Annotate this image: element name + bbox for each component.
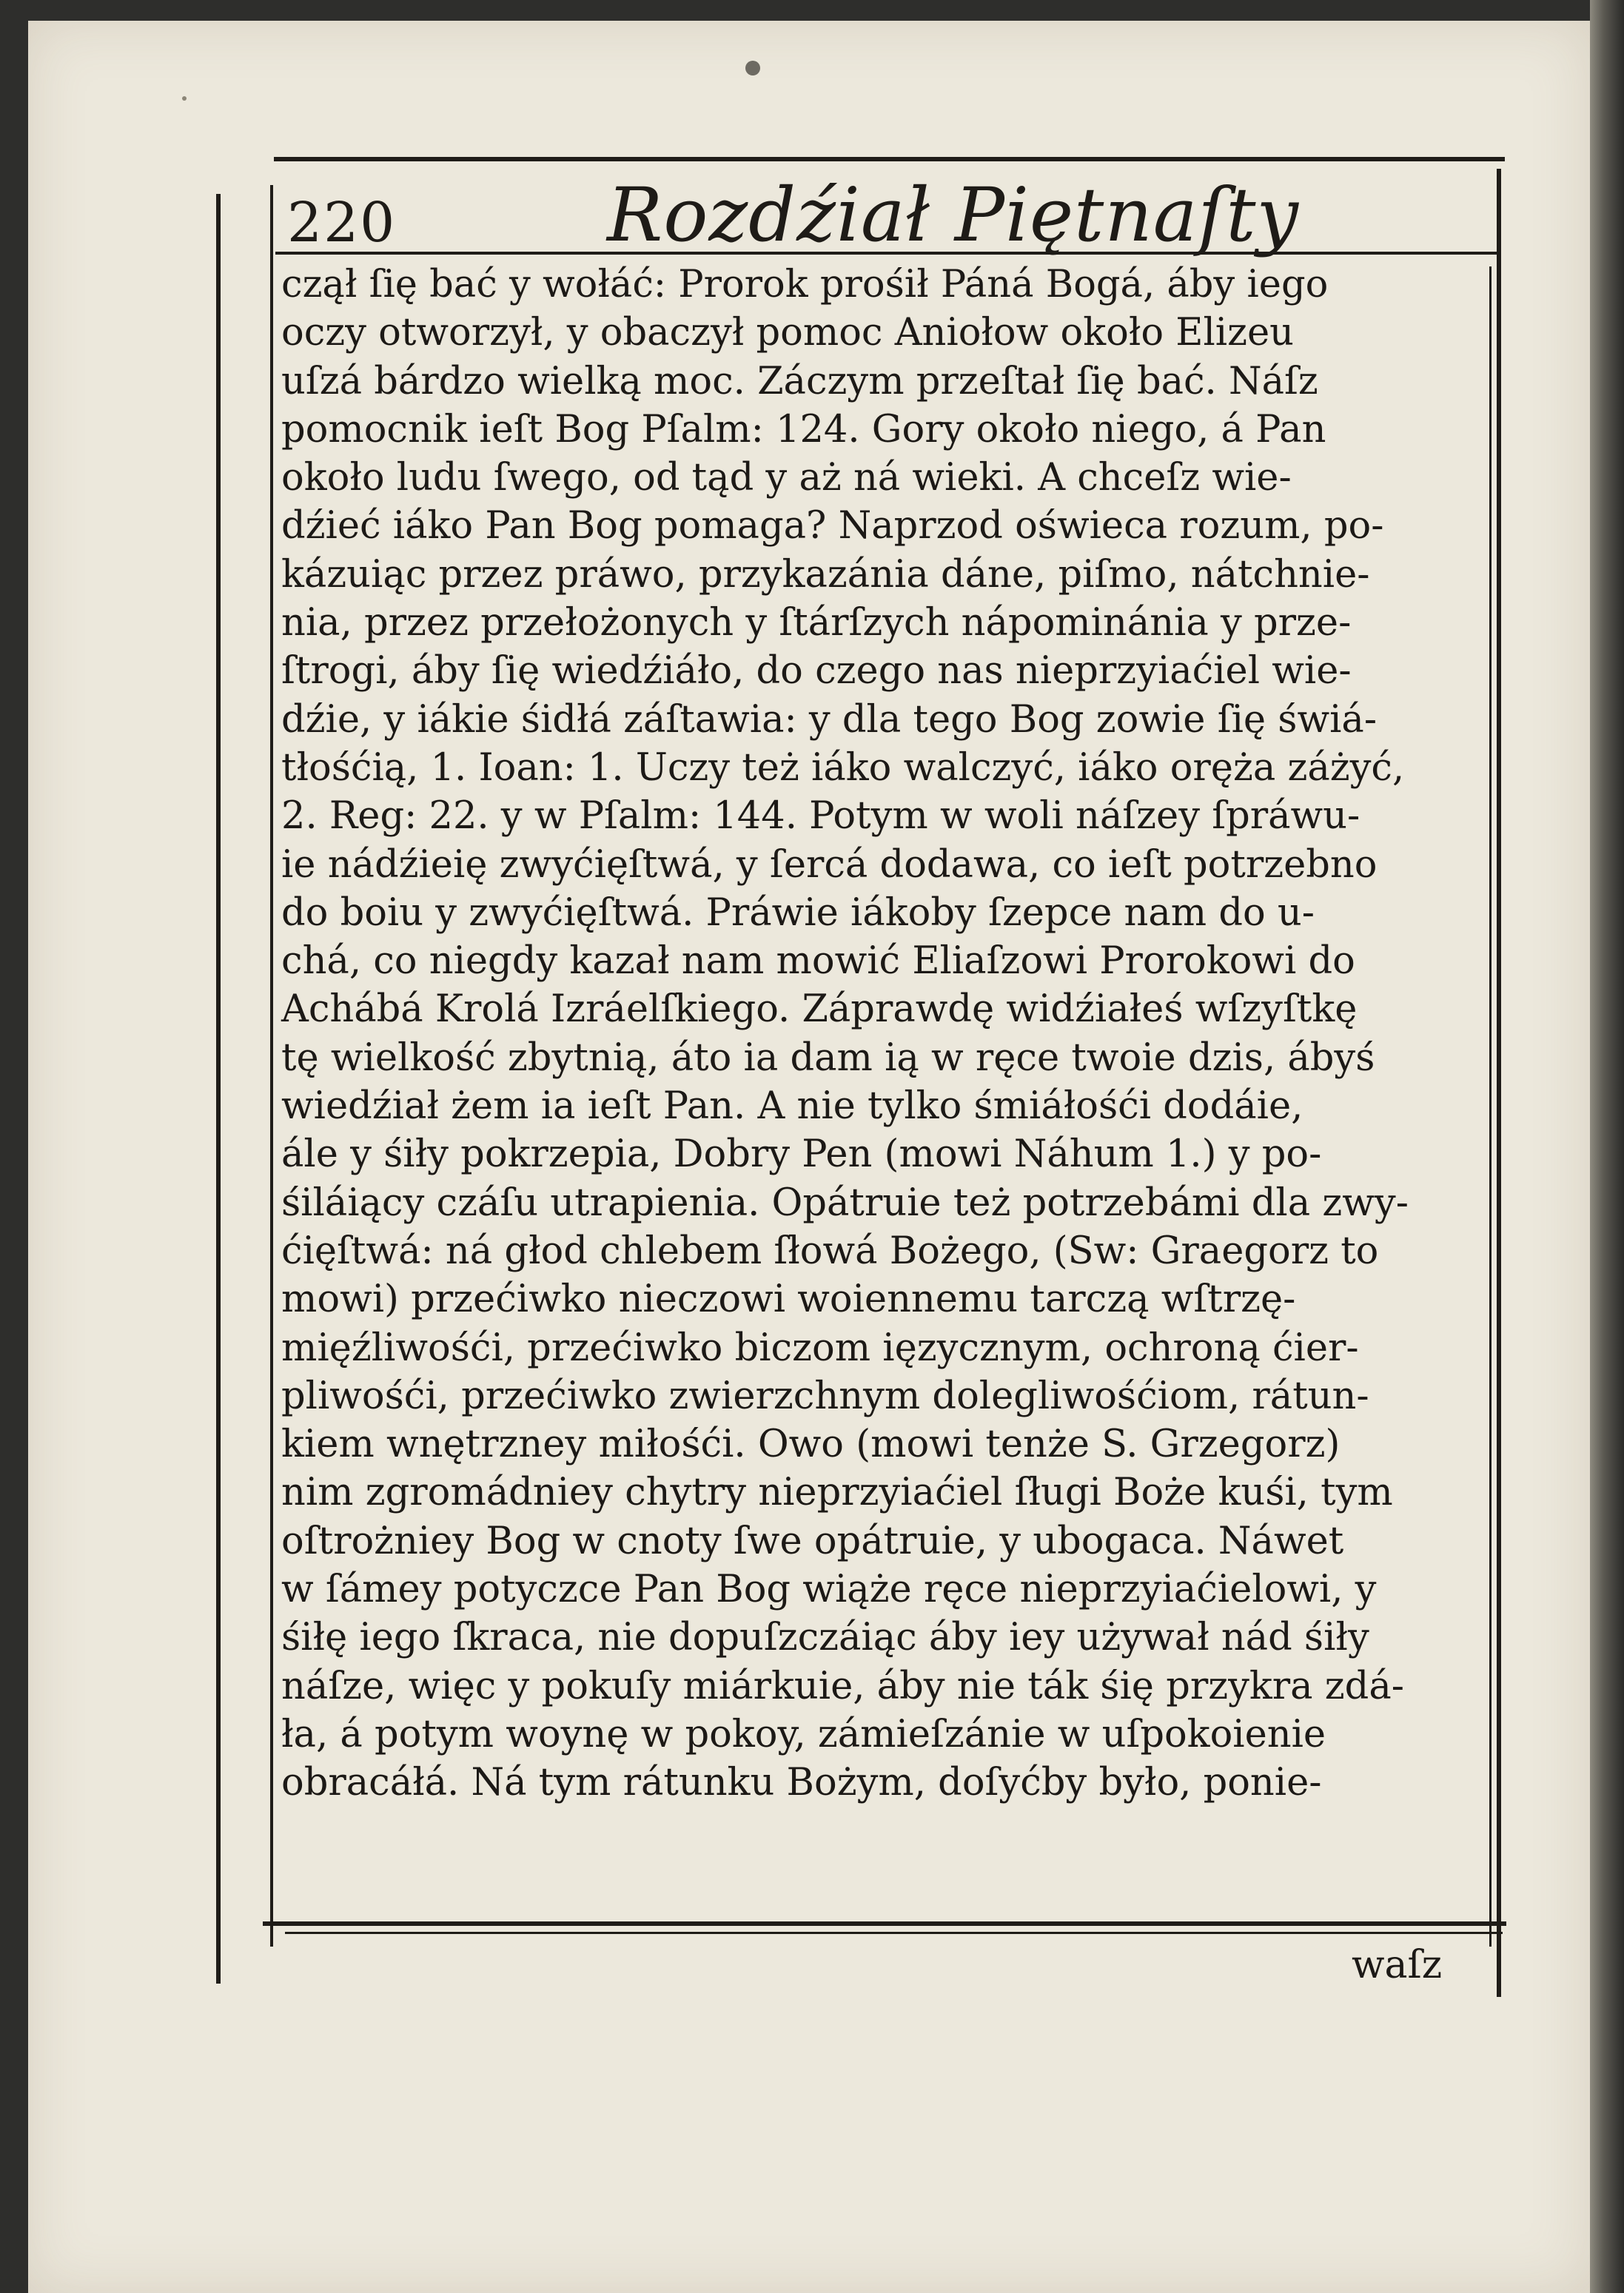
text-line: chá, co niegdy kazał nam mowić Eliaſzowi Prorokowi do xyxy=(281,939,1355,984)
text-line: pomocnik ieſt Bog Pſalm: 124. Gory około niego, á Pan xyxy=(281,407,1326,451)
text-line: oczy otworzył, y obaczył pomoc Aniołow około Elizeu xyxy=(281,311,1295,355)
text-line: w ſámey potyczce Pan Bog wiąże ręce nieprzyiaćielowi, y xyxy=(281,1568,1377,1612)
text-line: wiedźiał żem ia ieſt Pan. A nie tylko śmiáłośći dodáie, xyxy=(281,1084,1303,1129)
text-line: czął ſię bać y wołáć: Prorok prośił Páná Bogá, áby iego xyxy=(281,263,1329,306)
frame-inner-left-rule xyxy=(270,185,273,1947)
text-line: tę wielkość zbytnią, áto ia dam ią w ręce twoie dzis, ábyś xyxy=(281,1035,1375,1080)
text-line: nia, przez przełożonych y ſtárſzych nápominánia y prze- xyxy=(281,601,1352,645)
page-number: 220 xyxy=(287,191,397,255)
frame-bottom-rule xyxy=(263,1921,1506,1926)
text-line: mięźliwośći, przećiwko biczom ięzycznym, ochroną ćier- xyxy=(281,1326,1359,1370)
text-line: do boiu y zwyćięſtwá. Práwie iákoby ſzepce nam do u- xyxy=(281,890,1315,935)
text-line: mowi) przećiwko nieczowi woiennemu tarczą wſtrzę- xyxy=(281,1278,1296,1322)
text-line: ćięſtwá: ná głod chlebem ſłowá Bożego, (Sw: Graegorz to xyxy=(281,1229,1379,1273)
text-line: obracáłá. Ná tym rátunku Bożym, doſyćby było, ponie- xyxy=(281,1761,1322,1805)
text-line: kiem wnętrzney miłośći. Owo (mowi tenże S. Grzegorz) xyxy=(281,1423,1341,1467)
running-title: Rozdźiał Piętnaſty xyxy=(607,172,1300,258)
text-line: Achábá Krolá Izráelſkiego. Záprawdę widźiałeś wſzyſtkę xyxy=(281,987,1358,1032)
text-line: pliwośći, przećiwko zwierzchnym dolegliwośćiom, rátun- xyxy=(281,1374,1369,1418)
text-line: 2. Reg: 22. y w Pſalm: 144. Potym w woli náſzey ſpráwu- xyxy=(281,794,1360,839)
text-line: dźieć iáko Pan Bog pomaga? Naprzod oświeca rozum, po- xyxy=(281,504,1384,548)
paper-speck xyxy=(182,96,187,101)
frame-inner-right-rule xyxy=(1489,266,1492,1947)
text-line: ła, á potym woynę w pokoy, zámieſzánie w uſpokoienie xyxy=(281,1712,1326,1756)
text-line: ſtrogi, áby ſię wiedźiáło, do czego nas nieprzyiaćiel wie- xyxy=(281,649,1352,694)
text-line: ie nádźieię zwyćięſtwá, y ſercá dodawa, co ieſt potrzebno xyxy=(281,842,1378,887)
catchword: waſz xyxy=(1352,1943,1443,1987)
text-line: śiláiący czáſu utrapienia. Opátruie też potrzebámi dla zwy- xyxy=(281,1181,1409,1225)
paper-blemish xyxy=(745,61,760,75)
frame-right-rule xyxy=(1497,169,1501,1997)
text-line: oſtrożniey Bog w cnoty ſwe opátruie, y ubogaca. Náwet xyxy=(281,1519,1344,1563)
frame-left-rule xyxy=(216,194,221,1984)
frame-top-rule xyxy=(274,157,1505,161)
text-line: náſze, więc y pokuſy miárkuie, áby nie ták śię przykra zdá- xyxy=(281,1664,1404,1708)
text-line: uſzá bárdzo wielką moc. Záczym przeſtał ſię bać. Náſz xyxy=(281,359,1318,403)
text-line: ále y śiły pokrzepia, Dobry Pen (mowi Náhum 1.) y po- xyxy=(281,1132,1322,1177)
text-line: około ludu ſwego, od tąd y aż ná wieki. A chceſz wie- xyxy=(281,456,1292,500)
text-line: tłośćią, 1. Ioan: 1. Uczy też iáko walczyć, iáko oręża záżyć, xyxy=(281,745,1405,790)
book-gutter xyxy=(1590,0,1624,2293)
text-line: dźie, y iákie śidłá záſtawia: y dla tego Bog zowie ſię świá- xyxy=(281,697,1378,742)
text-line: kázuiąc przez práwo, przykazánia dáne, piſmo, nátchnie- xyxy=(281,552,1370,597)
text-line: nim zgromádniey chytry nieprzyiaćiel ſługi Boże kuśi, tym xyxy=(281,1471,1393,1515)
text-block xyxy=(281,261,1489,1807)
text-line: śiłę iego ſkraca, nie dopuſzczáiąc áby iey używał nád śiły xyxy=(281,1616,1369,1660)
frame-bottom-inner-rule xyxy=(285,1932,1503,1934)
